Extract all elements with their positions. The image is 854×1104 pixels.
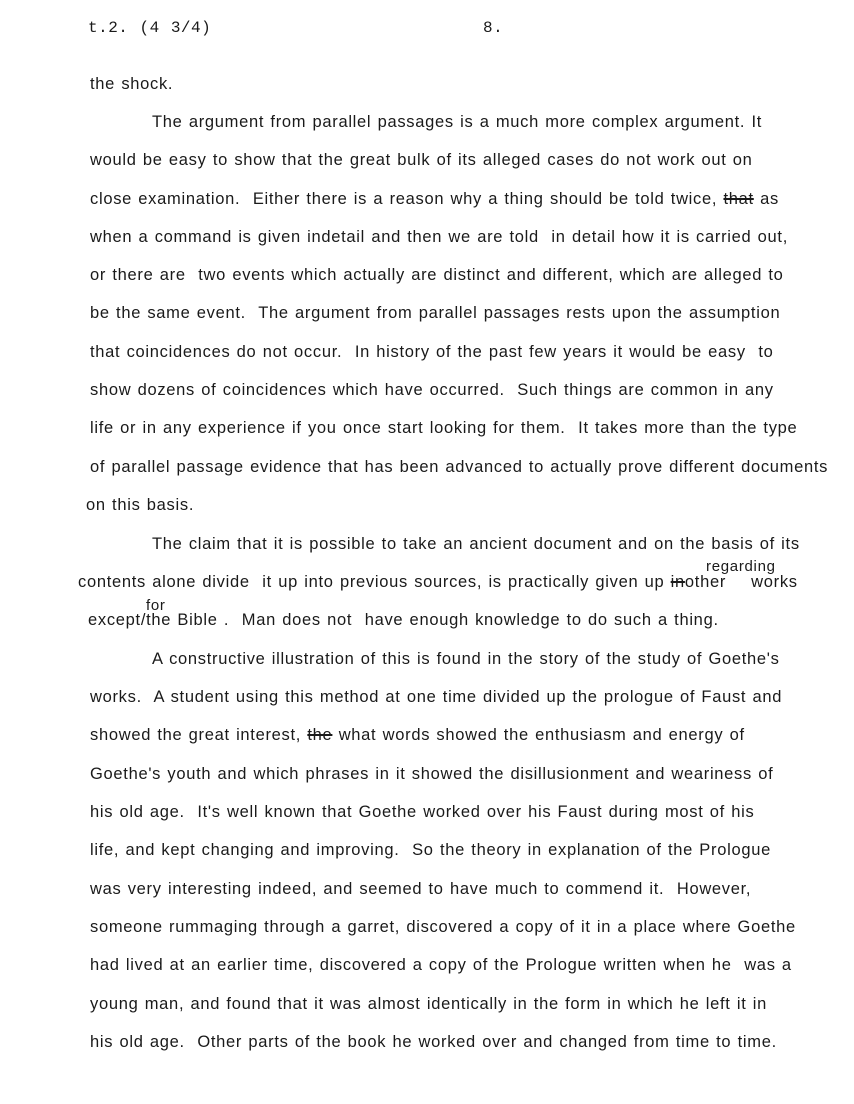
page-header-label: t.2. (4 3/4) bbox=[88, 19, 212, 37]
text-line bbox=[90, 418, 797, 438]
text-line bbox=[78, 572, 798, 592]
text-line bbox=[90, 265, 784, 285]
text-line bbox=[88, 610, 719, 630]
text-segment: the shock. bbox=[90, 75, 174, 93]
text-line bbox=[90, 74, 173, 94]
text-line bbox=[152, 534, 800, 554]
text-line bbox=[90, 457, 828, 477]
struck-text: the bbox=[307, 726, 333, 744]
text-line bbox=[152, 112, 762, 132]
text-line bbox=[90, 1032, 777, 1052]
text-segment: his old age. It's well known that Goethe worked over his Faust during most of his bbox=[90, 803, 755, 821]
text-segment: works. A student using this method at one time divided up the prologue of Faust and bbox=[90, 688, 783, 706]
text-segment: close examination. Either there is a reason why a thing should be told twice, bbox=[90, 190, 724, 208]
text-segment: that coincidences do not occur. In history of the past few years it would be easy to bbox=[90, 343, 774, 361]
text-segment: The argument from parallel passages is a much more complex argument. It bbox=[152, 113, 763, 131]
text-segment: life or in any experience if you once start looking for them. It takes more than the type bbox=[90, 419, 798, 437]
text-line bbox=[90, 342, 774, 362]
text-segment: would be easy to show that the great bulk of its alleged cases do not work out on bbox=[90, 151, 753, 169]
text-line bbox=[90, 764, 773, 784]
text-line bbox=[90, 994, 767, 1014]
text-segment: other works bbox=[684, 573, 798, 591]
text-line bbox=[90, 955, 792, 975]
text-line bbox=[90, 802, 754, 822]
text-segment: The claim that it is possible to take an ancient document and on the basis of its bbox=[152, 535, 800, 553]
text-segment: except/the Bible . Man does not have enough knowledge to do such a thing. bbox=[88, 611, 719, 629]
text-segment: someone rummaging through a garret, discovered a copy of it in a place where Goethe bbox=[90, 918, 796, 936]
text-segment: life, and kept changing and improving. So the theory in explanation of the Prologue bbox=[90, 841, 771, 859]
text-segment: what words showed the enthusiasm and energy of bbox=[332, 726, 745, 744]
text-line bbox=[90, 687, 782, 707]
text-line bbox=[90, 879, 751, 899]
page-number: 8. bbox=[483, 19, 504, 37]
text-line bbox=[90, 150, 753, 170]
text-segment: on this basis. bbox=[86, 496, 195, 514]
text-line bbox=[90, 917, 796, 937]
text-line bbox=[152, 649, 780, 669]
text-line bbox=[90, 227, 788, 247]
text-segment: of parallel passage evidence that has been advanced to actually prove different documents bbox=[90, 458, 829, 476]
text-segment: showed the great interest, bbox=[90, 726, 308, 744]
text-segment: or there are two events which actually are distinct and different, which are alleged to bbox=[90, 266, 784, 284]
text-segment: when a command is given indetail and then we are told in detail how it is carried out, bbox=[90, 228, 788, 246]
handwritten-insertion-for: for bbox=[146, 597, 166, 614]
text-segment: his old age. Other parts of the book he worked over and changed from time to time. bbox=[90, 1033, 777, 1051]
text-line bbox=[90, 189, 779, 209]
text-segment: show dozens of coincidences which have occurred. Such things are common in any bbox=[90, 381, 774, 399]
text-line bbox=[90, 840, 771, 860]
text-segment: young man, and found that it was almost identically in the form in which he left it in bbox=[90, 995, 768, 1013]
struck-text: in bbox=[670, 573, 685, 591]
text-segment: Goethe's youth and which phrases in it showed the disillusionment and weariness of bbox=[90, 765, 774, 783]
handwritten-insertion-regarding: regarding bbox=[706, 558, 776, 575]
text-segment: contents alone divide it up into previous sources, is practically given up bbox=[78, 573, 671, 591]
text-segment: had lived at an earlier time, discovered a copy of the Prologue written when he was a bbox=[90, 956, 792, 974]
text-segment: was very interesting indeed, and seemed to have much to commend it. However, bbox=[90, 880, 752, 898]
text-line bbox=[90, 303, 780, 323]
text-segment: be the same event. The argument from parallel passages rests upon the assumption bbox=[90, 304, 781, 322]
text-segment: A constructive illustration of this is found in the story of the study of Goethe's bbox=[152, 650, 780, 668]
text-line bbox=[90, 380, 774, 400]
text-segment: as bbox=[753, 190, 779, 208]
struck-text: that bbox=[723, 190, 754, 208]
text-line bbox=[90, 725, 745, 745]
text-line bbox=[86, 495, 194, 515]
